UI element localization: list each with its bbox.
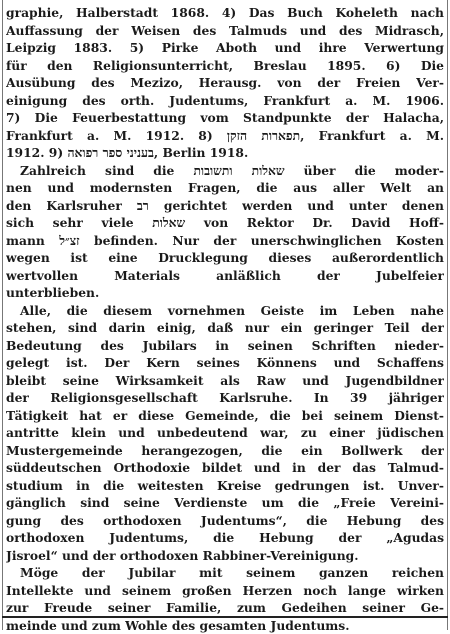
text-line: orthodoxen Judentums, die Hebung der „Agudas xyxy=(6,529,444,547)
text-line: Alle, die diesem vornehmen Geiste im Leben nahe xyxy=(6,302,444,320)
text-line: Intellekte und seinem großen Herzen noch lange wirken xyxy=(6,582,444,600)
text-line: meinde und zum Wohle des gesamten Judentums. xyxy=(6,617,444,634)
text-line: für den Religionsunterricht, Breslau 1895. 6) Die xyxy=(6,57,444,75)
text-line: Mustergemeinde herangezogen, die ein Bollwerk der xyxy=(6,442,444,460)
column-end-rule xyxy=(2,616,448,618)
text-line: 1912. 9) בעניני ספר רפואה, Berlin 1918. xyxy=(6,144,444,162)
text-line: gänglich sind seine Verdienste um die „Freie Vereini- xyxy=(6,494,444,512)
text-line: bleibt seine Wirksamkeit als Raw und Jugendbildner xyxy=(6,372,444,390)
paragraph xyxy=(6,4,444,162)
text-line: unterblieben. xyxy=(6,284,444,302)
text-line: Zahlreich sind die שאלות ותשובות über die moder- xyxy=(6,162,444,180)
text-line: antritte klein und unbedeutend war, zu einer jüdischen xyxy=(6,424,444,442)
text-line: Möge der Jubilar mit seinem ganzen reichen xyxy=(6,564,444,582)
text-line: Leipzig 1883. 5) Pirke Aboth und ihre Verwertung xyxy=(6,39,444,57)
text-line: Ausübung des Mezizo, Herausg. von der Freien Ver- xyxy=(6,74,444,92)
text-line: graphie, Halberstadt 1868. 4) Das Buch Koheleth nach xyxy=(6,4,444,22)
text-line: der Religionsgesellschaft Karlsruhe. In 39 jähriger xyxy=(6,389,444,407)
paragraph xyxy=(6,162,444,302)
text-line: süddeutschen Orthodoxie bildet und in der das Talmud- xyxy=(6,459,444,477)
text-line: nen und modernsten Fragen, die aus aller Welt an xyxy=(6,179,444,197)
text-line: gung des orthodoxen Judentums“, die Hebung des xyxy=(6,512,444,530)
text-line: studium in die weitesten Kreise gedrungen ist. Unver- xyxy=(6,477,444,495)
text-line: Bedeutung des Jubilars in seinen Schriften nieder- xyxy=(6,337,444,355)
text-line: wegen ist eine Drucklegung dieses außerordentlich xyxy=(6,249,444,267)
text-line: gelegt ist. Der Kern seines Könnens und Schaffens xyxy=(6,354,444,372)
text-line: sich sehr viele שאלות von Rektor Dr. David Hoff- xyxy=(6,214,444,232)
text-line: zur Freude seiner Familie, zum Gedeihen seiner Ge- xyxy=(6,599,444,617)
text-line: einigung des orth. Judentums, Frankfurt a. M. 1906. xyxy=(6,92,444,110)
paragraph xyxy=(6,302,444,565)
text-line: stehen, sind darin einig, daß nur ein geringer Teil der xyxy=(6,319,444,337)
text-line: Frankfurt a. M. 1912. 8) תפארות הזקן, Frankfurt a. M. xyxy=(6,127,444,145)
text-line: Auffassung der Weisen des Talmuds und des Midrasch, xyxy=(6,22,444,40)
column-rule-left xyxy=(2,0,3,630)
text-line: Jisroel“ und der orthodoxen Rabbiner-Vereinigung. xyxy=(6,547,444,565)
text-line: 7) Die Feuerbestattung vom Standpunkte der Halacha, xyxy=(6,109,444,127)
column-rule-right xyxy=(447,0,448,630)
paragraph xyxy=(6,564,444,634)
text-line: mann זצ״ל befinden. Nur der unerschwinglichen Kosten xyxy=(6,232,444,250)
article-body xyxy=(6,4,444,634)
text-line: den Karlsruher רב gerichtet werden und unter denen xyxy=(6,197,444,215)
text-line: wertvollen Materials anläßlich der Jubelfeier xyxy=(6,267,444,285)
text-line: Tätigkeit hat er diese Gemeinde, die bei seinem Dienst- xyxy=(6,407,444,425)
